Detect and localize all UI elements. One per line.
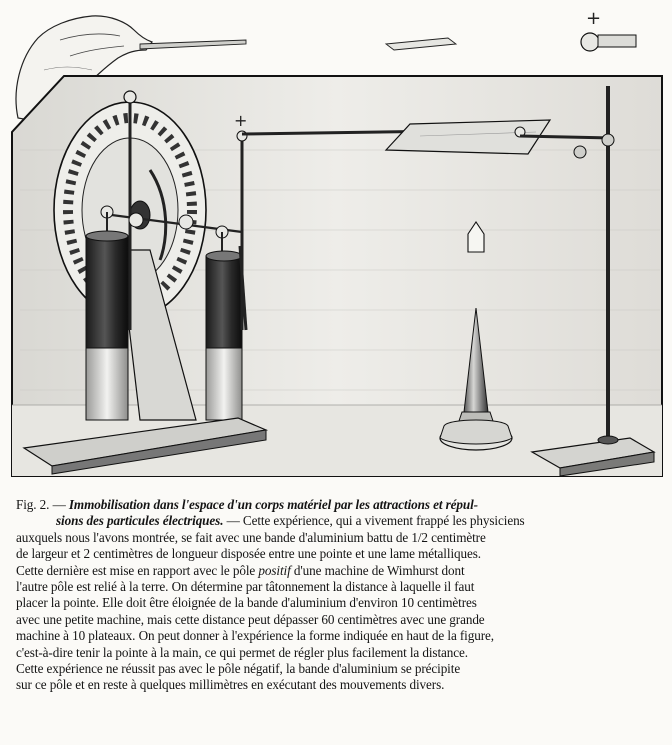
- caption-positif: positif: [258, 562, 291, 578]
- plus-sign-top: +: [586, 8, 602, 29]
- caption-dash: —: [226, 513, 240, 529]
- aluminium-strip-top: [386, 38, 456, 50]
- caption-title-line-2: sions des particules électriques.: [56, 513, 224, 529]
- caption-line-5-rest: d'une machine de Wimhurst dont: [293, 562, 465, 578]
- caption-line-6: l'autre pôle est relié à la terre. On détermine par tâtonnement la distance à laquelle il faut: [16, 579, 475, 595]
- caption-line-5: Cette dernière est mise en rapport avec le pôle: [16, 562, 256, 578]
- electrode-top: [581, 8, 636, 51]
- caption-title-line-1: Immobilisation dans l'espace d'un corps matériel par les attractions et répul-: [68, 497, 478, 512]
- caption-line-9: machine à 10 plateaux. On peut donner à l'expérience la forme indiquée en haut de la figure,: [16, 628, 494, 644]
- caption-line-3: auxquels nous l'avons montrée, se fait avec une bande d'aluminium battu de 1/2 centimètre: [16, 529, 486, 545]
- caption-line-2: Cette expérience, qui a vivement frappé les physiciens: [242, 513, 525, 529]
- caption-line-8: avec une petite machine, mais cette distance peut dépasser 60 centimètres avec une grande: [16, 611, 485, 627]
- caption-line-12: sur ce pôle et en reste à quelques millimètres en exécutant des mouvements divers.: [16, 677, 445, 693]
- plus-sign-left: +: [234, 111, 248, 130]
- caption-line-7: placer la pointe. Elle doit être éloignée de la bande d'aluminium d'environ 10 centimètres: [16, 595, 477, 611]
- figure-caption: [16, 497, 664, 694]
- caption-line-10: c'est-à-dire tenir la pointe à la main, ce qui permet de régler plus facilement la distance.: [16, 644, 468, 660]
- figure-label: Fig. 2. —: [16, 497, 66, 512]
- caption-line-11: Cette expérience ne réussit pas avec le pôle négatif, la bande d'aluminium se précipite: [16, 661, 461, 677]
- caption-line-4: de largeur et 2 centimètres de longueur disposée entre une pointe et une lame métalliques.: [16, 546, 481, 562]
